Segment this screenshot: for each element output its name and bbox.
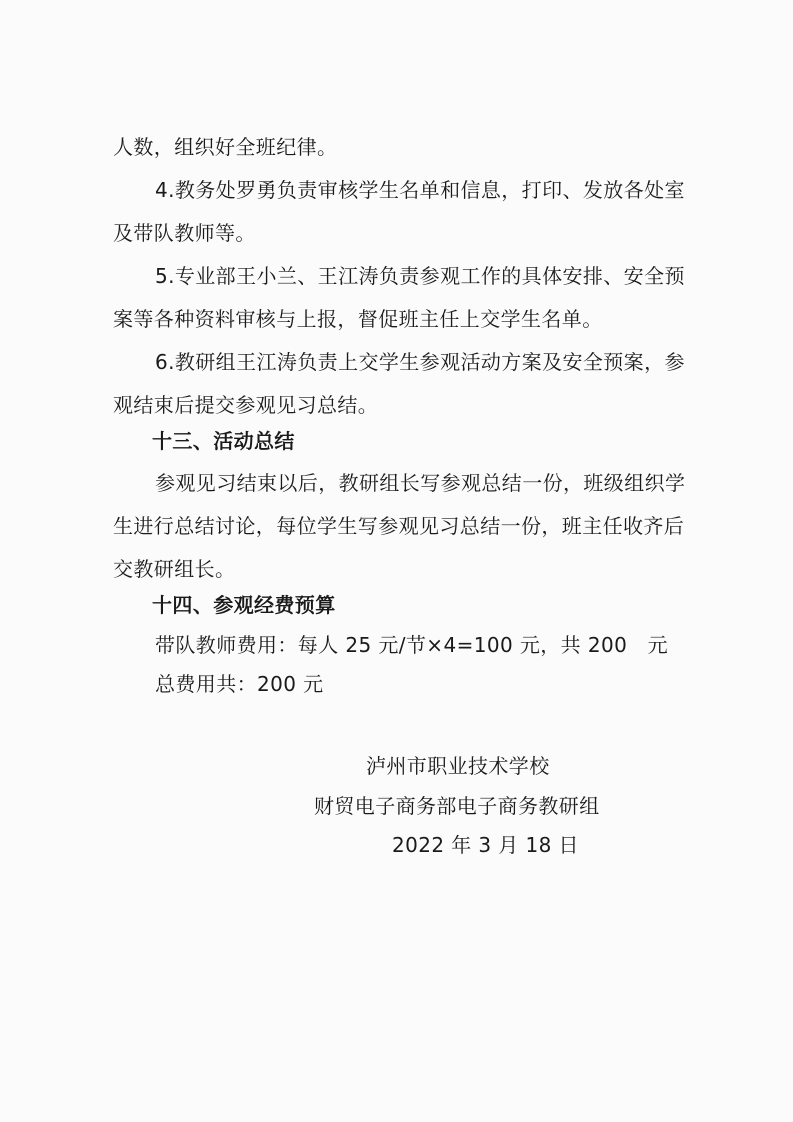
text-line: 6.教研组王江涛负责上交学生参观活动方案及安全预案，参 [155, 350, 685, 374]
text-line: 参观见习结束以后，教研组长写参观总结一份，班级组织学 [155, 471, 686, 495]
text-line: 生进行总结讨论，每位学生写参观见习总结一份，班主任收齐后 [113, 514, 685, 538]
signature-date: 2022 年 3 月 18 日 [392, 833, 579, 857]
text-line: 带队教师费用：每人 25 元/节×4=100 元，共 200 元 [155, 633, 669, 657]
text-line: 5.专业部王小兰、王江涛负责参观工作的具体安排、安全预 [155, 264, 685, 288]
section-heading: 十三、活动总结 [152, 429, 295, 453]
text-line: 及带队教师等。 [113, 221, 256, 245]
text-line: 4.教务处罗勇负责审核学生名单和信息，打印、发放各处室 [155, 178, 685, 202]
text-line: 总费用共：200 元 [155, 672, 324, 696]
signature-school: 泸州市职业技术学校 [366, 754, 550, 778]
text-line: 观结束后提交参观见习总结。 [113, 393, 379, 417]
text-line: 人数，组织好全班纪律。 [113, 135, 338, 159]
section-heading: 十四、参观经费预算 [152, 593, 336, 617]
signature-department: 财贸电子商务部电子商务教研组 [314, 794, 600, 818]
text-line: 交教研组长。 [113, 557, 236, 581]
text-line: 案等各种资料审核与上报，督促班主任上交学生名单。 [113, 307, 603, 331]
